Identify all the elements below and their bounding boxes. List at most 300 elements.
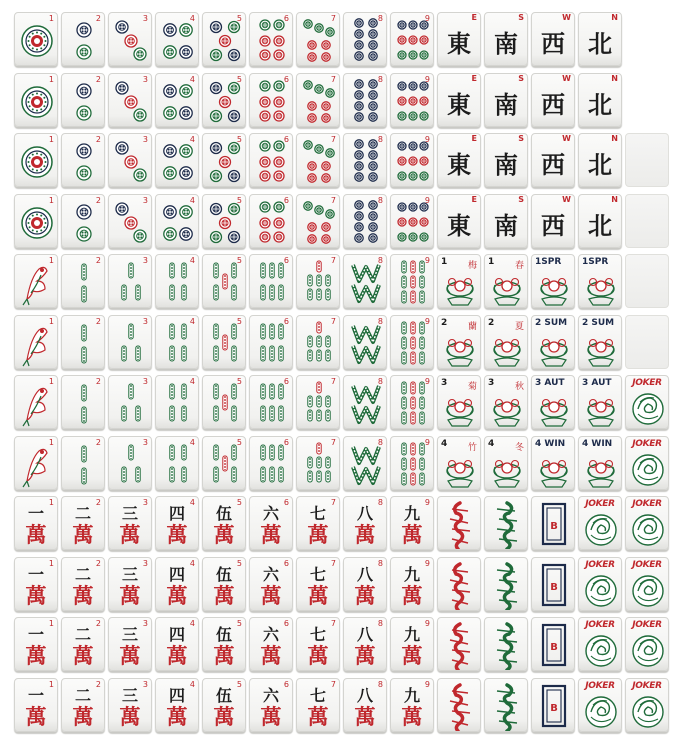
- white-dragon-tile[interactable]: [531, 496, 575, 550]
- flower-tile[interactable]: [484, 254, 528, 308]
- crak-tile[interactable]: [390, 557, 434, 611]
- flower-tile[interactable]: [531, 315, 575, 369]
- wind-tile[interactable]: [578, 194, 622, 248]
- wind-tile[interactable]: [484, 194, 528, 248]
- tile-index: 7: [330, 558, 336, 568]
- dot-tile[interactable]: [343, 12, 387, 66]
- flower-tile[interactable]: [437, 375, 481, 429]
- tile-index: 3: [142, 498, 148, 507]
- blank-tile[interactable]: [625, 315, 669, 369]
- tile-index: 9: [424, 195, 430, 205]
- tile-index: 9: [424, 74, 430, 84]
- tile-index: 7: [330, 74, 336, 84]
- joker-tile[interactable]: [625, 678, 669, 732]
- tile-index: 2: [95, 679, 101, 689]
- wind-tile[interactable]: [437, 12, 481, 66]
- bam-tile[interactable]: [108, 436, 152, 490]
- tile-art: [626, 437, 669, 490]
- joker-label: JOKER: [632, 620, 662, 630]
- wind-tile[interactable]: [531, 12, 575, 66]
- flower-number: 2 SUM: [535, 317, 568, 328]
- bam-tile[interactable]: [155, 436, 199, 490]
- flower-number: 3 AUT: [582, 378, 612, 388]
- tile-index: 5: [236, 558, 242, 568]
- tile-index: 9: [424, 316, 430, 326]
- tile-index: 1: [48, 679, 54, 689]
- bam-tile[interactable]: [155, 254, 199, 308]
- crak-tile[interactable]: [61, 678, 105, 732]
- bam-tile[interactable]: [343, 315, 387, 369]
- bam-tile[interactable]: [390, 315, 434, 369]
- crak-character: 萬: [213, 582, 235, 608]
- crak-numeral: 一: [27, 504, 44, 523]
- flower-number: 2: [488, 317, 495, 328]
- joker-tile[interactable]: [625, 436, 669, 490]
- white-dragon-tile[interactable]: [531, 678, 575, 732]
- crak-character: 萬: [401, 522, 423, 547]
- crak-tile[interactable]: [202, 617, 246, 671]
- flower-tile[interactable]: [437, 254, 481, 308]
- wind-letter: E: [471, 13, 477, 22]
- flower-number: 2: [441, 317, 448, 328]
- tile-index: 9: [424, 135, 430, 144]
- crak-tile[interactable]: [202, 496, 246, 550]
- crak-character: 萬: [25, 582, 47, 608]
- flower-tile[interactable]: [437, 436, 481, 490]
- wind-tile[interactable]: [531, 73, 575, 127]
- crak-numeral: 六: [262, 564, 279, 584]
- bam-tile[interactable]: [249, 436, 293, 490]
- bam-tile[interactable]: [61, 436, 105, 490]
- bam-tile[interactable]: [296, 375, 340, 429]
- tile-art: [485, 558, 528, 611]
- crak-tile[interactable]: [202, 678, 246, 732]
- flower-number: 3: [488, 378, 495, 388]
- flower-character: 蘭: [467, 321, 477, 332]
- dot-tile[interactable]: [202, 194, 246, 248]
- bam-tile[interactable]: [14, 254, 58, 308]
- bam-tile[interactable]: [61, 315, 105, 369]
- tile-index: 4: [189, 619, 195, 628]
- crak-tile[interactable]: [343, 678, 387, 732]
- crak-tile[interactable]: [296, 678, 340, 732]
- dot-tile[interactable]: [343, 194, 387, 248]
- crak-tile[interactable]: [61, 496, 105, 550]
- flower-tile[interactable]: [578, 315, 622, 369]
- crak-numeral: 七: [309, 685, 326, 705]
- flower-tile[interactable]: [437, 315, 481, 369]
- bam-tile[interactable]: [390, 436, 434, 490]
- bam-tile[interactable]: [249, 375, 293, 429]
- wind-letter: N: [611, 194, 618, 204]
- flower-character: 竹: [467, 442, 477, 453]
- tile-index: 9: [424, 377, 430, 386]
- bam-tile[interactable]: [14, 375, 58, 429]
- dot-tile[interactable]: [14, 12, 58, 66]
- joker-label: JOKER: [632, 680, 662, 691]
- tile-index: 5: [236, 619, 242, 628]
- dot-tile[interactable]: [202, 73, 246, 127]
- green-dragon-tile[interactable]: [484, 678, 528, 732]
- wind-character: 西: [541, 89, 565, 119]
- crak-tile[interactable]: [14, 496, 58, 550]
- dot-tile[interactable]: [202, 133, 246, 187]
- red-dragon-tile[interactable]: [437, 617, 481, 671]
- crak-tile[interactable]: [249, 678, 293, 732]
- crak-character: 萬: [260, 703, 282, 729]
- flower-number: 1SPR: [535, 257, 562, 267]
- crak-tile[interactable]: [61, 617, 105, 671]
- tile-index: 2: [95, 14, 101, 23]
- crak-tile[interactable]: [343, 557, 387, 611]
- tile-index: 4: [189, 74, 195, 84]
- dot-tile[interactable]: [61, 194, 105, 248]
- tile-index: 7: [330, 256, 336, 265]
- crak-tile[interactable]: [390, 678, 434, 732]
- crak-character: 萬: [354, 643, 376, 668]
- tile-index: 4: [189, 256, 195, 265]
- bam-tile[interactable]: [296, 254, 340, 308]
- tile-index: 8: [377, 74, 383, 84]
- tile-index: 3: [142, 74, 148, 84]
- joker-label: JOKER: [632, 559, 662, 570]
- tile-index: 5: [236, 74, 242, 84]
- crak-character: 萬: [119, 522, 141, 547]
- tile-index: 8: [377, 256, 383, 265]
- flower-tile[interactable]: [531, 436, 575, 490]
- crak-character: 萬: [72, 582, 94, 608]
- crak-tile[interactable]: [155, 617, 199, 671]
- blank-tile[interactable]: [625, 133, 669, 187]
- joker-tile[interactable]: [578, 557, 622, 611]
- bam-tile[interactable]: [155, 375, 199, 429]
- dot-tile[interactable]: [155, 12, 199, 66]
- bam-tile[interactable]: [390, 375, 434, 429]
- bam-tile[interactable]: [343, 254, 387, 308]
- wind-letter: S: [518, 134, 524, 143]
- bam-tile[interactable]: [202, 254, 246, 308]
- crak-numeral: 八: [356, 625, 373, 644]
- crak-character: 萬: [354, 703, 376, 729]
- tile-index: 9: [424, 256, 430, 265]
- tile-index: 3: [142, 377, 148, 386]
- tile-art: [485, 618, 528, 671]
- crak-numeral: 伍: [215, 564, 232, 584]
- dot-tile[interactable]: [249, 194, 293, 248]
- dot-tile[interactable]: [390, 12, 434, 66]
- red-dragon-tile[interactable]: [437, 557, 481, 611]
- crak-tile[interactable]: [108, 678, 152, 732]
- dot-tile[interactable]: [61, 133, 105, 187]
- tile-index: 2: [95, 437, 101, 447]
- crak-tile[interactable]: [249, 557, 293, 611]
- tile-index: 3: [142, 437, 148, 447]
- crak-tile[interactable]: [249, 496, 293, 550]
- tile-index: 6: [283, 135, 289, 144]
- joker-label: JOKER: [632, 499, 662, 509]
- bam-tile[interactable]: [249, 254, 293, 308]
- bam-tile[interactable]: [14, 436, 58, 490]
- white-dragon-tile[interactable]: [531, 617, 575, 671]
- crak-numeral: 伍: [215, 504, 232, 523]
- joker-label: JOKER: [585, 499, 615, 509]
- dot-tile[interactable]: [343, 133, 387, 187]
- flower-tile[interactable]: [484, 315, 528, 369]
- wind-tile[interactable]: [531, 194, 575, 248]
- crak-character: 萬: [401, 643, 423, 668]
- flower-tile[interactable]: [484, 375, 528, 429]
- wind-tile[interactable]: [484, 133, 528, 187]
- tile-index: 4: [189, 437, 195, 447]
- wind-tile[interactable]: [437, 194, 481, 248]
- crak-character: 萬: [307, 522, 329, 547]
- dot-tile[interactable]: [296, 73, 340, 127]
- crak-numeral: 九: [403, 564, 420, 584]
- tile-index: 1: [48, 135, 54, 144]
- svg-text:B: B: [550, 642, 558, 653]
- crak-numeral: 二: [74, 504, 91, 523]
- wind-tile[interactable]: [484, 12, 528, 66]
- crak-numeral: 四: [168, 564, 185, 584]
- crak-character: 萬: [401, 582, 423, 608]
- crak-numeral: 七: [309, 504, 326, 523]
- tile-index: 5: [236, 256, 242, 265]
- joker-tile[interactable]: [625, 557, 669, 611]
- crak-character: 萬: [166, 522, 188, 547]
- bam-tile[interactable]: [155, 315, 199, 369]
- green-dragon-tile[interactable]: [484, 496, 528, 550]
- wind-tile[interactable]: [437, 73, 481, 127]
- dot-tile[interactable]: [249, 73, 293, 127]
- dot-tile[interactable]: [390, 133, 434, 187]
- crak-character: 萬: [166, 643, 188, 668]
- red-dragon-tile[interactable]: [437, 496, 481, 550]
- tile-art: [438, 618, 481, 671]
- wind-character: 北: [588, 89, 612, 119]
- crak-tile[interactable]: [108, 617, 152, 671]
- dot-tile[interactable]: [108, 12, 152, 66]
- crak-numeral: 七: [309, 625, 326, 644]
- dot-tile[interactable]: [14, 133, 58, 187]
- flower-tile[interactable]: [531, 254, 575, 308]
- dot-tile[interactable]: [155, 194, 199, 248]
- crak-tile[interactable]: [108, 557, 152, 611]
- wind-character: 南: [494, 89, 518, 119]
- bam-tile[interactable]: [108, 375, 152, 429]
- dot-tile[interactable]: [155, 133, 199, 187]
- crak-tile[interactable]: [14, 617, 58, 671]
- tile-index: 7: [330, 14, 336, 23]
- crak-numeral: 九: [403, 625, 420, 644]
- crak-tile[interactable]: [61, 557, 105, 611]
- crak-character: 萬: [213, 703, 235, 729]
- crak-character: 萬: [354, 582, 376, 608]
- crak-tile[interactable]: [390, 617, 434, 671]
- bam-tile[interactable]: [14, 315, 58, 369]
- tile-index: 5: [236, 679, 242, 689]
- crak-numeral: 三: [121, 504, 138, 523]
- flower-tile[interactable]: [484, 436, 528, 490]
- tile-index: 1: [48, 195, 54, 205]
- joker-tile[interactable]: [625, 617, 669, 671]
- crak-numeral: 三: [121, 625, 138, 644]
- flower-character: 秋: [514, 382, 524, 392]
- bam-tile[interactable]: [61, 254, 105, 308]
- white-dragon-tile[interactable]: [531, 557, 575, 611]
- crak-tile[interactable]: [14, 678, 58, 732]
- dot-tile[interactable]: [61, 12, 105, 66]
- dot-tile[interactable]: [202, 12, 246, 66]
- flower-character: 春: [514, 261, 524, 271]
- bam-tile[interactable]: [343, 375, 387, 429]
- dot-tile[interactable]: [108, 73, 152, 127]
- dot-tile[interactable]: [343, 73, 387, 127]
- wind-tile[interactable]: [484, 73, 528, 127]
- tile-index: 3: [142, 195, 148, 205]
- crak-character: 萬: [166, 582, 188, 608]
- crak-numeral: 二: [74, 564, 91, 584]
- tile-index: 2: [95, 135, 101, 144]
- bam-tile[interactable]: [296, 315, 340, 369]
- joker-tile[interactable]: [578, 678, 622, 732]
- svg-text:B: B: [550, 581, 558, 593]
- flower-tile[interactable]: [578, 254, 622, 308]
- bam-tile[interactable]: [108, 315, 152, 369]
- crak-character: 萬: [260, 582, 282, 608]
- joker-tile[interactable]: [625, 496, 669, 550]
- crak-tile[interactable]: [155, 557, 199, 611]
- tile-index: 6: [283, 74, 289, 84]
- bam-tile[interactable]: [202, 315, 246, 369]
- crak-tile[interactable]: [155, 496, 199, 550]
- crak-numeral: 伍: [215, 685, 232, 705]
- flower-tile[interactable]: [531, 375, 575, 429]
- joker-tile[interactable]: [578, 617, 622, 671]
- wind-character: 東: [447, 89, 471, 119]
- crak-character: 萬: [354, 522, 376, 547]
- wind-letter: N: [611, 134, 618, 143]
- crak-tile[interactable]: [296, 557, 340, 611]
- wind-letter: N: [611, 73, 618, 83]
- flower-tile[interactable]: [578, 436, 622, 490]
- wind-letter: S: [518, 13, 524, 22]
- crak-character: 萬: [307, 643, 329, 668]
- bam-tile[interactable]: [390, 254, 434, 308]
- tile-index: 6: [283, 679, 289, 689]
- dot-tile[interactable]: [155, 73, 199, 127]
- crak-tile[interactable]: [14, 557, 58, 611]
- crak-tile[interactable]: [296, 617, 340, 671]
- bam-tile[interactable]: [343, 436, 387, 490]
- tile-index: 8: [377, 679, 383, 689]
- wind-character: 北: [588, 210, 612, 240]
- dot-tile[interactable]: [390, 73, 434, 127]
- crak-character: 萬: [72, 703, 94, 729]
- dot-tile[interactable]: [61, 73, 105, 127]
- tile-index: 4: [189, 558, 195, 568]
- dot-tile[interactable]: [108, 133, 152, 187]
- bam-tile[interactable]: [108, 254, 152, 308]
- blank-tile[interactable]: [625, 194, 669, 248]
- wind-letter: S: [518, 194, 524, 204]
- tile-index: 7: [330, 498, 336, 507]
- crak-character: 萬: [25, 522, 47, 547]
- bam-tile[interactable]: [202, 436, 246, 490]
- tile-index: 8: [377, 558, 383, 568]
- wind-tile[interactable]: [578, 73, 622, 127]
- wind-tile[interactable]: [437, 133, 481, 187]
- svg-text:B: B: [550, 702, 558, 714]
- crak-tile[interactable]: [390, 496, 434, 550]
- tile-index: 5: [236, 316, 242, 326]
- joker-tile[interactable]: [625, 375, 669, 429]
- dot-tile[interactable]: [249, 12, 293, 66]
- dot-tile[interactable]: [296, 133, 340, 187]
- crak-tile[interactable]: [296, 496, 340, 550]
- tile-index: 1: [48, 498, 54, 507]
- tile-index: 4: [189, 195, 195, 205]
- crak-tile[interactable]: [108, 496, 152, 550]
- crak-tile[interactable]: [155, 678, 199, 732]
- tile-index: 2: [95, 195, 101, 205]
- bam-tile[interactable]: [249, 315, 293, 369]
- red-dragon-tile[interactable]: [437, 678, 481, 732]
- dot-tile[interactable]: [390, 194, 434, 248]
- dot-tile[interactable]: [249, 133, 293, 187]
- tile-art: [579, 558, 622, 611]
- crak-character: 萬: [307, 703, 329, 729]
- tile-index: 8: [377, 316, 383, 326]
- crak-numeral: 六: [262, 504, 279, 523]
- dot-tile[interactable]: [14, 73, 58, 127]
- joker-tile[interactable]: [578, 496, 622, 550]
- blank-tile[interactable]: [625, 254, 669, 308]
- tile-index: 3: [142, 135, 148, 144]
- flower-tile[interactable]: [578, 375, 622, 429]
- wind-tile[interactable]: [578, 12, 622, 66]
- wind-tile[interactable]: [578, 133, 622, 187]
- flower-number: 4: [441, 438, 448, 449]
- wind-character: 東: [447, 29, 471, 58]
- bam-tile[interactable]: [202, 375, 246, 429]
- wind-character: 南: [494, 150, 518, 179]
- dot-tile[interactable]: [296, 194, 340, 248]
- crak-tile[interactable]: [249, 617, 293, 671]
- wind-tile[interactable]: [531, 133, 575, 187]
- crak-character: 萬: [119, 643, 141, 668]
- joker-label: JOKER: [585, 559, 615, 570]
- wind-character: 東: [447, 150, 471, 179]
- flower-number: 1SPR: [582, 257, 609, 267]
- crak-numeral: 伍: [215, 625, 232, 644]
- bam-tile[interactable]: [296, 436, 340, 490]
- tile-index: 1: [48, 619, 54, 628]
- crak-tile[interactable]: [343, 617, 387, 671]
- tile-index: 1: [48, 256, 54, 265]
- dot-tile[interactable]: [296, 12, 340, 66]
- crak-tile[interactable]: [343, 496, 387, 550]
- flower-character: 菊: [467, 382, 477, 392]
- crak-tile[interactable]: [202, 557, 246, 611]
- green-dragon-tile[interactable]: [484, 557, 528, 611]
- dot-tile[interactable]: [14, 194, 58, 248]
- green-dragon-tile[interactable]: [484, 617, 528, 671]
- tile-index: 7: [330, 679, 336, 689]
- bam-tile[interactable]: [61, 375, 105, 429]
- flower-number: 2 SUM: [582, 317, 615, 328]
- dot-tile[interactable]: [108, 194, 152, 248]
- crak-numeral: 九: [403, 685, 420, 705]
